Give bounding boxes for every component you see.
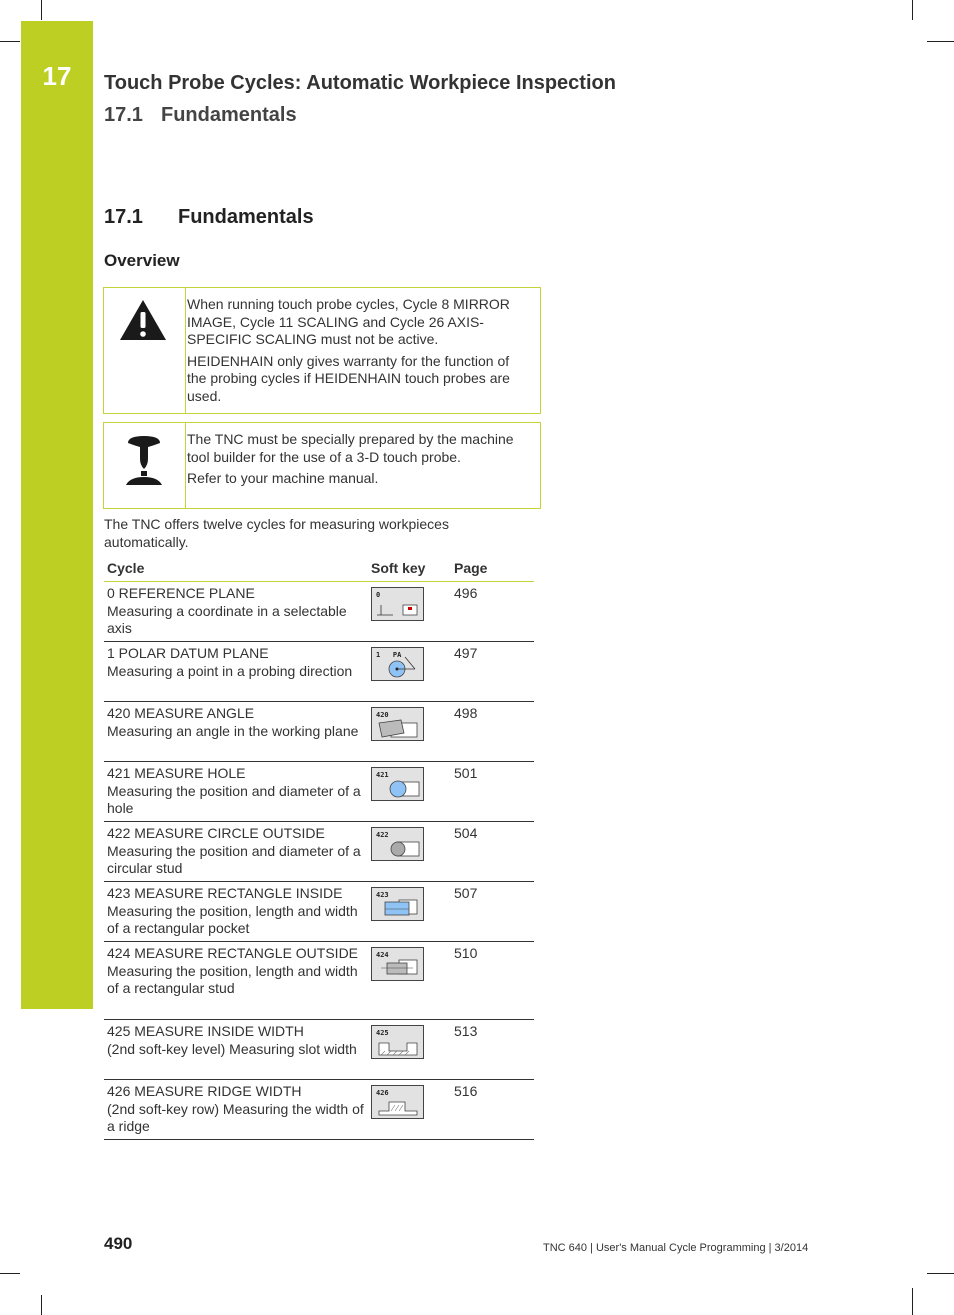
- crop-mark: [927, 1273, 954, 1274]
- cycle-cell: [104, 822, 368, 882]
- svg-text:426: 426: [376, 1089, 389, 1097]
- cycle-cell: [104, 642, 368, 702]
- warning-note: [103, 287, 541, 414]
- svg-text:1 PA: 1 PA: [376, 651, 402, 659]
- document-info: TNC 640 | User's Manual Cycle Programming | 3/2014: [543, 1242, 809, 1254]
- page-number: 490: [104, 1234, 133, 1253]
- machine-note: [103, 422, 541, 509]
- softkey-icon-cycle-424: [371, 947, 424, 981]
- note-paragraph: HEIDENHAIN only gives warranty for the function of the probing cycles if HEIDENHAIN touch probes are used.: [187, 352, 510, 404]
- column-header-cycle: Cycle: [104, 557, 368, 582]
- svg-text:420: 420: [376, 711, 389, 719]
- crop-mark: [0, 41, 20, 42]
- table-row: [104, 882, 534, 942]
- note-paragraph: When running touch probe cycles, Cycle 8 MIRROR IMAGE, Cycle 11 SCALING and Cycle 26 AXIS-SPECIFIC SCALING must not be active.: [187, 296, 510, 347]
- chapter-number: 17: [42, 61, 72, 91]
- column-header-page: Page: [451, 557, 534, 582]
- note-divider: [185, 287, 186, 414]
- cycle-name: 423 MEASURE RECTANGLE INSIDE: [107, 885, 343, 901]
- svg-text:424: 424: [376, 951, 389, 959]
- cycle-name: 1 POLAR DATUM PLANE: [107, 645, 269, 661]
- cycle-name: 422 MEASURE CIRCLE OUTSIDE: [107, 825, 325, 841]
- cycle-description: Measuring the position, length and width of a rectangular pocket: [107, 902, 358, 936]
- softkey-icon-cycle-421: [371, 767, 424, 801]
- softkey-cell: [368, 1080, 451, 1140]
- running-section-number: 17.1: [104, 104, 143, 126]
- svg-text:422: 422: [376, 831, 389, 839]
- softkey-cell: [368, 702, 451, 762]
- cycle-name: 426 MEASURE RIDGE WIDTH: [107, 1083, 302, 1099]
- machine-tool-builder-icon: [122, 433, 166, 492]
- table-row: [104, 642, 534, 702]
- table-row: [104, 762, 534, 822]
- cycle-description: Measuring an angle in the working plane: [107, 722, 359, 739]
- cycle-cell: [104, 1080, 368, 1140]
- cycle-description: Measuring the position, length and width of a rectangular stud: [107, 962, 358, 996]
- intro-paragraph: The TNC offers twelve cycles for measuring workpieces automatically.: [104, 516, 449, 550]
- running-section-title: Fundamentals: [161, 104, 297, 126]
- svg-text:425: 425: [376, 1029, 389, 1037]
- page-cell: 513: [451, 1020, 534, 1080]
- crop-mark: [41, 1295, 42, 1315]
- column-header-softkey: Soft key: [368, 557, 451, 582]
- crop-mark: [912, 0, 913, 20]
- cycle-name: 421 MEASURE HOLE: [107, 765, 246, 781]
- section-heading: [104, 206, 314, 229]
- cycle-name: 424 MEASURE RECTANGLE OUTSIDE: [107, 945, 359, 961]
- svg-text:423: 423: [376, 891, 389, 899]
- cycle-cell: [104, 702, 368, 762]
- softkey-cell: [368, 882, 451, 942]
- note-paragraph: The TNC must be specially prepared by the machine tool builder for the use of a 3-D touch probe.: [187, 431, 514, 465]
- table-row: [104, 1080, 534, 1140]
- note-paragraph: Refer to your machine manual.: [187, 470, 379, 486]
- warning-note-text: [187, 296, 532, 409]
- table-row: [104, 582, 534, 642]
- cycles-table: [104, 557, 534, 1140]
- running-section-header: [104, 104, 297, 127]
- page-cell: 507: [451, 882, 534, 942]
- cycle-cell: [104, 762, 368, 822]
- softkey-icon-cycle-0: [371, 587, 424, 621]
- section-title: Fundamentals: [178, 206, 314, 228]
- table-row: [104, 1020, 534, 1080]
- cycle-description: Measuring the position and diameter of a circular stud: [107, 842, 361, 876]
- svg-text:0: 0: [376, 591, 381, 599]
- cycle-cell: [104, 882, 368, 942]
- table-row: [104, 702, 534, 762]
- page-cell: 501: [451, 762, 534, 822]
- warning-triangle-icon: [118, 298, 168, 347]
- crop-mark: [0, 1273, 20, 1274]
- subheading-overview: Overview: [104, 251, 180, 270]
- softkey-cell: [368, 582, 451, 642]
- cycle-description: Measuring a point in a probing direction: [107, 662, 353, 679]
- softkey-icon-cycle-425: [371, 1025, 424, 1059]
- softkey-icon-cycle-1: [371, 647, 424, 681]
- table-row: [104, 942, 534, 1020]
- chapter-sidebar: [21, 21, 93, 1009]
- softkey-cell: [368, 642, 451, 702]
- crop-mark: [912, 1288, 913, 1315]
- cycle-description: (2nd soft-key row) Measuring the width of a ridge: [107, 1100, 364, 1134]
- section-number: 17.1: [104, 206, 143, 228]
- softkey-icon-cycle-420: [371, 707, 424, 741]
- note-divider: [185, 422, 186, 509]
- crop-mark: [41, 0, 42, 20]
- cycle-name: 0 REFERENCE PLANE: [107, 585, 255, 601]
- chapter-title: Touch Probe Cycles: Automatic Workpiece Inspection: [104, 72, 616, 94]
- cycle-description: Measuring a coordinate in a selectable axis: [107, 602, 347, 636]
- softkey-icon-cycle-426: [371, 1085, 424, 1119]
- machine-note-text: [187, 431, 532, 492]
- cycle-cell: [104, 1020, 368, 1080]
- cycle-description: (2nd soft-key level) Measuring slot width: [107, 1040, 357, 1057]
- table-row: [104, 822, 534, 882]
- page-cell: 498: [451, 702, 534, 762]
- svg-text:421: 421: [376, 771, 389, 779]
- softkey-cell: [368, 822, 451, 882]
- table-header-row: [104, 557, 534, 582]
- softkey-icon-cycle-423: [371, 887, 424, 921]
- crop-mark: [927, 41, 954, 42]
- cycle-description: Measuring the position and diameter of a hole: [107, 782, 361, 816]
- cycle-name: 420 MEASURE ANGLE: [107, 705, 255, 721]
- softkey-cell: [368, 942, 451, 1020]
- cycle-name: 425 MEASURE INSIDE WIDTH: [107, 1023, 304, 1039]
- cycle-cell: [104, 582, 368, 642]
- softkey-cell: [368, 762, 451, 822]
- cycle-cell: [104, 942, 368, 1020]
- page-cell: 504: [451, 822, 534, 882]
- page-cell: 510: [451, 942, 534, 1020]
- page-cell: 496: [451, 582, 534, 642]
- softkey-cell: [368, 1020, 451, 1080]
- page-cell: 497: [451, 642, 534, 702]
- softkey-icon-cycle-422: [371, 827, 424, 861]
- page-cell: 516: [451, 1080, 534, 1140]
